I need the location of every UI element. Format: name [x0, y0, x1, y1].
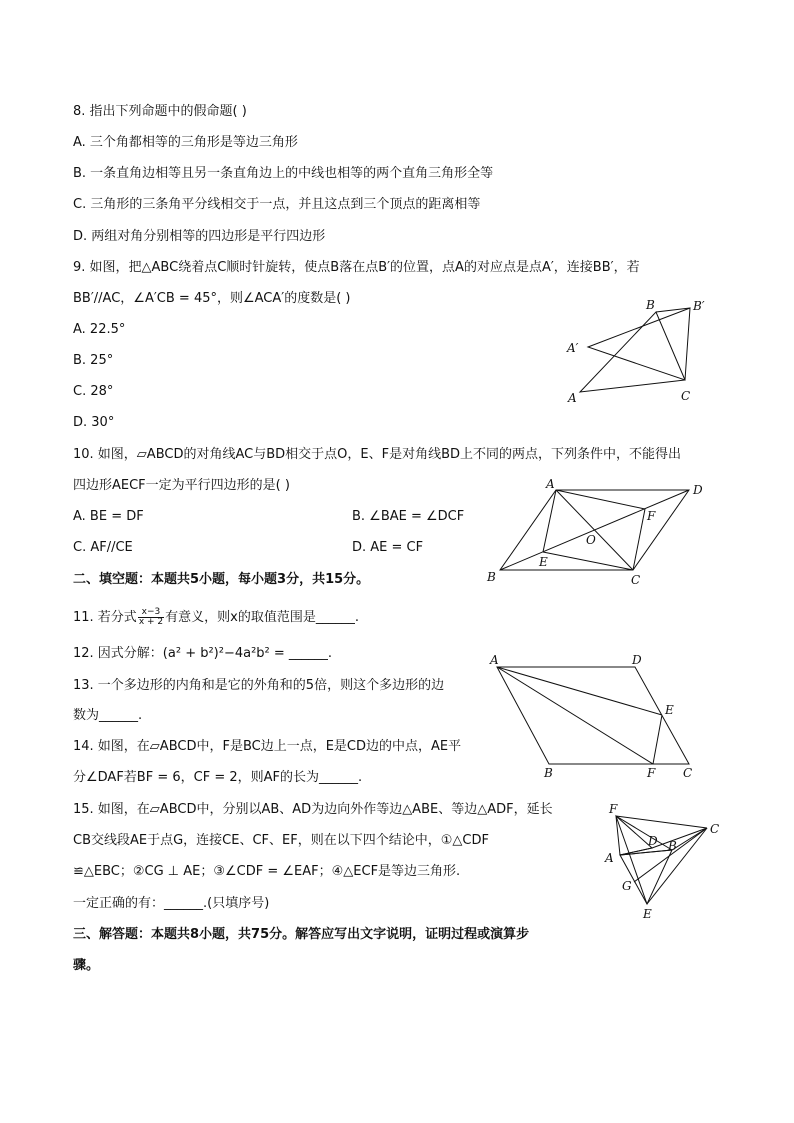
- q15-label-g: G: [622, 879, 632, 893]
- q10-label-d: D: [693, 483, 703, 497]
- q14-label-b: B: [544, 766, 553, 780]
- segment-ef: [653, 715, 662, 764]
- q10-option-b: B. ∠BAE = ∠DCF: [352, 509, 465, 524]
- q14-figure: [485, 650, 705, 780]
- q10-option-d: D. AE = CF: [352, 540, 424, 555]
- q10-label-c: C: [631, 573, 641, 587]
- segment-fd-extra: [616, 816, 672, 850]
- section-3-heading-line2: 骤。: [73, 958, 100, 973]
- q9-option-b: B. 25°: [73, 353, 114, 368]
- q15-label-e: E: [643, 907, 652, 921]
- q11-post: 有意义，则x的取值范围是______.: [165, 610, 359, 625]
- q11-numerator: x−3: [138, 608, 164, 618]
- q13-line1: 13. 一个多边形的内角和是它的外角和的5倍，则这个多边形的边: [73, 678, 445, 693]
- q15-label-b: B: [668, 839, 677, 853]
- q10-option-a: A. BE = DF: [73, 509, 144, 524]
- q10-label-b: B: [487, 570, 496, 584]
- q14-line2: 分∠DAF若BF = 6，CF = 2，则AF的长为______.: [73, 770, 363, 785]
- q11-pre: 11. 若分式: [73, 610, 137, 625]
- q15-line1: 15. 如图，在▱ABCD中，分别以AB、AD为边向外作等边△ABE、等边△ADF，延长: [73, 802, 553, 817]
- triangle-a-prime-b-prime-c: [588, 308, 690, 380]
- q9-stem-line1: 9. 如图，把△ABC绕着点C顺时针旋转，使点B落在点B′的位置，点A的对应点是点A′，连接BB′，若: [73, 260, 640, 275]
- q14-label-e: E: [665, 703, 674, 717]
- q15-label-c: C: [710, 822, 720, 836]
- q15-line4: 一定正确的有：______.(只填序号): [73, 896, 270, 911]
- q14-line1: 14. 如图，在▱ABCD中，F是BC边上一点，E是CD边的中点，AE平: [73, 739, 462, 754]
- q14-label-a: A: [490, 653, 499, 667]
- section-2-heading: 二、填空题：本题共5小题，每小题3分，共15分。: [73, 572, 370, 587]
- section-3-heading-line1: 三、解答题：本题共8小题，共75分。解答应写出文字说明，证明过程或演算步: [73, 927, 530, 942]
- q9-option-d: D. 30°: [73, 415, 115, 430]
- q9-option-a: A. 22.5°: [73, 322, 126, 337]
- q12-line: 12. 因式分解：(a² + b²)²−4a²b² = ______.: [73, 646, 333, 661]
- segment-ae: [497, 667, 662, 715]
- q14-label-c: C: [683, 766, 693, 780]
- segment-af: [497, 667, 653, 764]
- q9-label-a-prime: A′: [567, 341, 579, 355]
- q9-stem-line2: BB′//AC，∠A′CB = 45°，则∠ACA′的度数是( ): [73, 291, 351, 306]
- q8-option-d: D. 两组对角分别相等的四边形是平行四边形: [73, 229, 326, 244]
- q11-denominator: x + 2: [138, 617, 164, 627]
- q10-figure: [483, 474, 713, 589]
- q8-option-b: B. 一条直角边相等且另一条直角边上的中线也相等的两个直角三角形全等: [73, 166, 494, 181]
- q9-option-c: C. 28°: [73, 384, 114, 399]
- q15-label-f: F: [609, 802, 618, 816]
- q11-fraction: [138, 608, 164, 627]
- q10-label-f: F: [647, 509, 656, 523]
- q11-line: [73, 606, 359, 630]
- q8-stem: 8. 指出下列命题中的假命题( ): [73, 104, 247, 119]
- q15-line3: ≌△EBC；②CG ⊥ AE；③∠CDF = ∠EAF；④△ECF是等边三角形.: [73, 864, 461, 879]
- q8-option-a: A. 三个角都相等的三角形是等边三角形: [73, 135, 298, 150]
- q10-option-c: C. AF//CE: [73, 540, 133, 555]
- q9-label-b-prime: B′: [693, 299, 705, 313]
- equilateral-triangle-abe: [620, 850, 672, 904]
- q10-stem-line1: 10. 如图，▱ABCD的对角线AC与BD相交于点O，E、F是对角线BD上不同的两点，下列条件中，不能得出: [73, 447, 681, 462]
- q9-label-c: C: [681, 389, 691, 403]
- equilateral-triangle-adf: [616, 816, 652, 855]
- q15-label-a: A: [605, 851, 614, 865]
- q10-label-e: E: [539, 555, 548, 569]
- q14-label-d: D: [632, 653, 642, 667]
- q14-label-f: F: [647, 766, 656, 780]
- segment-ce: [543, 552, 633, 570]
- parallelogram-abcd: [497, 667, 689, 764]
- q9-label-b: B: [646, 298, 655, 312]
- q9-label-a: A: [568, 391, 577, 405]
- q8-option-c: C. 三角形的三条角平分线相交于一点，并且这点到三个顶点的距离相等: [73, 197, 481, 212]
- segment-af: [556, 490, 645, 509]
- q10-stem-line2: 四边形AECF一定为平行四边形的是( ): [73, 478, 290, 493]
- q10-label-a: A: [546, 477, 555, 491]
- triangle-abc: [580, 312, 685, 392]
- q15-line2: CB交线段AE于点G，连接CE、CF、EF，则在以下四个结论中，①△CDF: [73, 833, 489, 848]
- segment-cf: [616, 816, 707, 828]
- q10-label-o: O: [586, 533, 596, 547]
- q15-label-d: D: [648, 834, 658, 848]
- q15-figure: [600, 800, 730, 925]
- q13-line2: 数为______.: [73, 708, 143, 723]
- q9-figure: [560, 292, 720, 408]
